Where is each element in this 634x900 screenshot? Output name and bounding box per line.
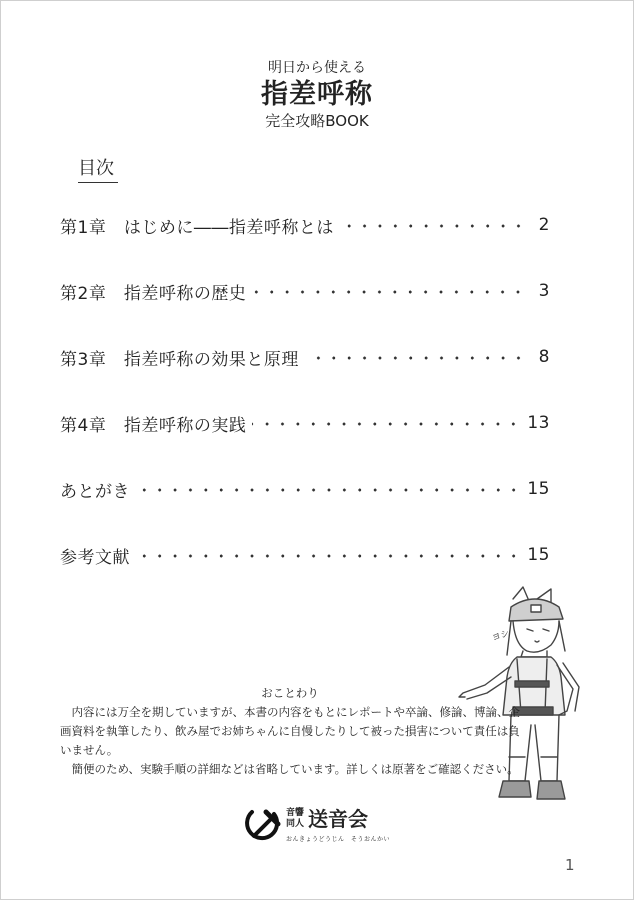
disclaimer-heading: おことわり xyxy=(261,686,319,700)
toc-heading: 目次 xyxy=(78,154,118,183)
toc-entry-page: 13 xyxy=(527,413,550,433)
toc-dot-leader xyxy=(136,488,521,492)
toc-entry-label: あとがき xyxy=(60,481,130,502)
disclaimer-paragraph: 簡便のため、実験手順の詳細などは省略しています。詳しくは原著をご確認ください。 xyxy=(71,762,519,776)
publisher-mark xyxy=(242,802,392,848)
toc-entry-page: 15 xyxy=(527,545,550,565)
publisher-sub-label: 音響同人 xyxy=(286,808,305,829)
publisher-reading: おんきょうどうじん そうおんかい xyxy=(286,836,391,843)
toc-entry[interactable] xyxy=(60,408,550,438)
toc-entry[interactable] xyxy=(60,474,550,504)
publisher-name: 送音会 xyxy=(308,807,368,831)
toc-entry-label: 第2章 指差呼称の歴史 xyxy=(60,283,247,304)
toc-dot-leader xyxy=(252,290,526,294)
toc-entry-label: 第1章 はじめに――指差呼称とは xyxy=(60,217,334,238)
page-number: 1 xyxy=(565,856,575,874)
toc-entry-label: 参考文献 xyxy=(60,547,130,568)
toc-dot-leader xyxy=(305,356,526,360)
toc-entry[interactable] xyxy=(60,540,550,570)
disclaimer-paragraph: 内容には万全を期していますが、本書の内容をもとにレポートや卒論、修論、博論、企画資料を執筆したり、飲み屋でお姉ちゃんに自慢したりして被った損害について責任は負いません。 xyxy=(60,705,520,757)
toc-entry-page: 3 xyxy=(538,281,550,301)
toc-dot-leader xyxy=(136,554,521,558)
toc-entry-page: 2 xyxy=(538,215,550,235)
hammer-sickle-logo-icon xyxy=(242,802,284,844)
main-title: 指差呼称 xyxy=(261,79,373,110)
mascot-speech-text: ヨシ xyxy=(490,628,512,644)
toc-entry[interactable] xyxy=(60,342,550,372)
disclaimer xyxy=(60,684,530,779)
toc-entry-label: 第4章 指差呼称の実践 xyxy=(60,415,247,436)
toc-entry-label: 第3章 指差呼称の効果と原理 xyxy=(60,349,299,370)
toc-entry[interactable] xyxy=(60,276,550,306)
toc-entry-page: 8 xyxy=(538,347,550,367)
toc-dot-leader xyxy=(340,224,526,228)
toc-entry[interactable] xyxy=(60,210,550,240)
toc-dot-leader xyxy=(252,422,521,426)
toc-entry-page: 15 xyxy=(527,479,550,499)
title-block xyxy=(0,58,634,130)
subtitle-top: 明日から使える xyxy=(268,60,366,76)
subtitle-bottom: 完全攻略BOOK xyxy=(265,112,369,130)
